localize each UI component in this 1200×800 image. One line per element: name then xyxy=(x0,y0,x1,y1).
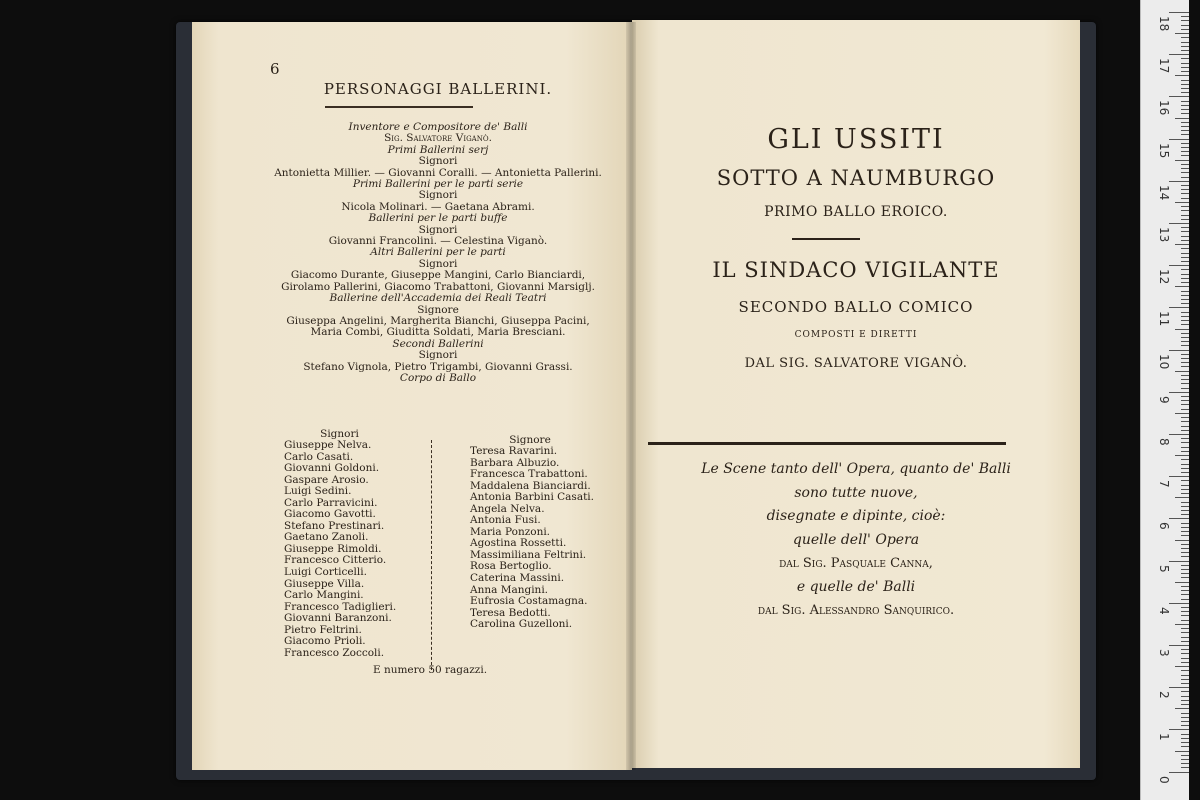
page-number: 6 xyxy=(270,60,280,78)
cast-name: Carlo Parravicini. xyxy=(284,496,378,509)
ruler-mm-tick xyxy=(1175,244,1189,245)
credit-line: Antonietta Millier. — Giovanni Coralli. — Antonietta Pallerini. xyxy=(274,166,602,179)
ruler-mm-tick xyxy=(1181,227,1189,228)
ruler-mm-tick xyxy=(1181,63,1189,64)
ruler-mm-tick xyxy=(1181,556,1189,557)
cast-name: Rosa Bertoglio. xyxy=(470,560,552,573)
cast-name: Stefano Prestinari. xyxy=(284,519,385,532)
ruler-mm-tick xyxy=(1181,324,1189,325)
ruler-mm-tick xyxy=(1181,236,1189,237)
ruler-mm-tick xyxy=(1175,202,1189,203)
ruler-mm-tick xyxy=(1181,704,1189,705)
scene-credit-line: e quelle de' Balli xyxy=(796,578,916,595)
ruler-mm-tick xyxy=(1181,253,1189,254)
ruler-label: 18 xyxy=(1157,16,1171,32)
ruler-mm-tick xyxy=(1181,312,1189,313)
section-rule xyxy=(648,442,1006,445)
credit-line: Signori xyxy=(418,257,458,270)
ruler-mm-tick xyxy=(1181,442,1189,443)
ruler-mm-tick xyxy=(1181,29,1189,30)
credit-line: Ballerine dell'Accademia dei Reali Teatri xyxy=(329,292,547,305)
ruler-mm-tick xyxy=(1181,295,1189,296)
ruler-label: 2 xyxy=(1157,691,1171,699)
footer-note: E numero 50 ragazzi. xyxy=(372,664,488,676)
ruler-mm-tick xyxy=(1181,430,1189,431)
ruler-mm-tick xyxy=(1181,383,1189,384)
ruler-mm-tick xyxy=(1181,683,1189,684)
ruler-mm-tick xyxy=(1181,763,1189,764)
cast-name: Carolina Guzelloni. xyxy=(470,618,573,631)
credit-line: Inventore e Compositore de' Balli xyxy=(348,121,528,133)
ruler-mm-tick xyxy=(1181,725,1189,726)
title-rule xyxy=(325,106,473,108)
ruler-mm-tick xyxy=(1181,417,1189,418)
ruler-mm-tick xyxy=(1181,206,1189,207)
ruler-mm-tick xyxy=(1181,193,1189,194)
ruler-mm-tick xyxy=(1181,438,1189,439)
ruler-mm-tick xyxy=(1181,278,1189,279)
ruler-cm-tick xyxy=(1169,687,1189,688)
ruler-mm-tick xyxy=(1181,717,1189,718)
ruler-mm-tick xyxy=(1181,362,1189,363)
ruler-mm-tick xyxy=(1181,16,1189,17)
ruler-mm-tick xyxy=(1181,658,1189,659)
ruler-mm-tick xyxy=(1181,510,1189,511)
ruler-mm-tick xyxy=(1181,42,1189,43)
credit-line: Signore xyxy=(417,303,459,316)
ruler-mm-tick xyxy=(1181,231,1189,232)
ruler-mm-tick xyxy=(1181,375,1189,376)
ruler-mm-tick xyxy=(1181,240,1189,241)
ruler-cm-tick xyxy=(1169,476,1189,477)
ruler-mm-tick xyxy=(1181,155,1189,156)
ruler-mm-tick xyxy=(1181,767,1189,768)
ruler-mm-tick xyxy=(1181,185,1189,186)
credit-line: Giuseppa Angelini, Margherita Bianchi, Giuseppa Pacini, xyxy=(286,314,590,327)
ruler-mm-tick xyxy=(1181,25,1189,26)
ruler-mm-tick xyxy=(1181,755,1189,756)
ruler-mm-tick xyxy=(1181,527,1189,528)
ruler-mm-tick xyxy=(1181,468,1189,469)
men-header: Signori xyxy=(320,428,359,440)
ruler-mm-tick xyxy=(1181,426,1189,427)
ruler-mm-tick xyxy=(1175,455,1189,456)
ruler-label: 11 xyxy=(1157,311,1171,327)
ruler-label: 8 xyxy=(1157,438,1171,446)
ruler-cm-tick xyxy=(1169,518,1189,519)
ruler-mm-tick xyxy=(1181,489,1189,490)
cast-name: Giuseppe Nelva. xyxy=(284,439,372,451)
ruler-mm-tick xyxy=(1181,164,1189,165)
ruler-mm-tick xyxy=(1181,130,1189,131)
credit-line: Signori xyxy=(418,223,458,236)
ruler-mm-tick xyxy=(1181,607,1189,608)
cast-name: Carlo Mangini. xyxy=(284,589,364,602)
credit-line: Stefano Vignola, Pietro Trigambi, Giovanni Grassi. xyxy=(303,360,573,373)
ruler-mm-tick xyxy=(1181,303,1189,304)
credit-line: Signori xyxy=(418,189,458,202)
cast-name: Carlo Casati. xyxy=(284,450,354,463)
column-divider xyxy=(431,440,433,670)
ruler-mm-tick xyxy=(1181,71,1189,72)
scenes-credits xyxy=(632,458,1080,623)
ruler-mm-tick xyxy=(1181,105,1189,106)
ruler-mm-tick xyxy=(1181,109,1189,110)
ruler-label: 12 xyxy=(1157,269,1171,285)
ruler-label: 3 xyxy=(1157,649,1171,657)
ruler-cm-tick xyxy=(1169,307,1189,308)
ruler-mm-tick xyxy=(1181,641,1189,642)
ruler-mm-tick xyxy=(1181,531,1189,532)
ruler-mm-tick xyxy=(1181,632,1189,633)
ruler-mm-tick xyxy=(1175,329,1189,330)
ruler-mm-tick xyxy=(1181,485,1189,486)
ballet-title-1: GLI USSITI xyxy=(767,124,945,155)
ruler-mm-tick xyxy=(1181,134,1189,135)
cast-name: Caterina Massini. xyxy=(470,572,565,585)
ruler-label: 16 xyxy=(1157,100,1171,116)
credit-line: Primi Ballerini per le parti serie xyxy=(352,178,524,191)
credit-line: Ballerini per le parti buffe xyxy=(368,212,508,225)
ruler-mm-tick xyxy=(1181,696,1189,697)
ruler-mm-tick xyxy=(1181,126,1189,127)
credit-line: Girolamo Pallerini, Giacomo Trabattoni, Giovanni Marsiglj. xyxy=(281,280,595,293)
ballet-subtitle-1: PRIMO BALLO EROICO. xyxy=(764,204,948,220)
ruler-label: 13 xyxy=(1157,227,1171,243)
ruler-mm-tick xyxy=(1181,80,1189,81)
cast-name: Gaspare Arosio. xyxy=(284,473,369,486)
ruler-mm-tick xyxy=(1181,168,1189,169)
credit-line: Maria Combi, Giuditta Soldati, Maria Bresciani. xyxy=(310,326,566,339)
ruler-mm-tick xyxy=(1181,502,1189,503)
ruler-mm-tick xyxy=(1181,480,1189,481)
ruler-mm-tick xyxy=(1181,37,1189,38)
ruler-mm-tick xyxy=(1181,269,1189,270)
ruler-mm-tick xyxy=(1181,84,1189,85)
ruler-mm-tick xyxy=(1181,628,1189,629)
ruler-mm-tick xyxy=(1181,215,1189,216)
cast-name: Francesco Tadiglieri. xyxy=(284,600,397,613)
cast-name: Teresa Ravarini. xyxy=(470,445,558,457)
ruler-mm-tick xyxy=(1181,88,1189,89)
ruler-label: 14 xyxy=(1157,184,1171,201)
ruler-mm-tick xyxy=(1181,198,1189,199)
credit-line: Signori xyxy=(418,349,458,362)
ruler-mm-tick xyxy=(1181,358,1189,359)
ruler-mm-tick xyxy=(1181,679,1189,680)
ruler-mm-tick xyxy=(1181,172,1189,173)
ruler-cm-tick xyxy=(1169,350,1189,351)
ruler-mm-tick xyxy=(1181,189,1189,190)
ruler-mm-tick xyxy=(1181,565,1189,566)
ruler-mm-tick xyxy=(1181,464,1189,465)
ruler-mm-tick xyxy=(1181,611,1189,612)
ruler-mm-tick xyxy=(1181,594,1189,595)
ruler-mm-tick xyxy=(1181,586,1189,587)
cast-name: Antonia Barbini Casati. xyxy=(470,491,594,504)
ruler-label: 6 xyxy=(1157,522,1171,531)
ruler-mm-tick xyxy=(1181,320,1189,321)
ruler-mm-tick xyxy=(1181,653,1189,654)
title-rule xyxy=(792,238,860,240)
ruler-label: 7 xyxy=(1157,480,1171,488)
ruler-label: 4 xyxy=(1157,606,1171,615)
men-list xyxy=(284,440,396,659)
author-line: DAL SIG. SALVATORE VIGANÒ. xyxy=(744,356,968,371)
ruler-mm-tick xyxy=(1181,759,1189,760)
scene-credit-line: sono tutte nuove, xyxy=(794,484,918,501)
ruler-mm-tick xyxy=(1181,345,1189,346)
ruler-mm-tick xyxy=(1175,624,1189,625)
credit-line: Nicola Molinari. — Gaetana Abrami. xyxy=(341,200,535,213)
ruler-mm-tick xyxy=(1181,257,1189,258)
ruler-mm-tick xyxy=(1181,404,1189,405)
ruler-mm-tick xyxy=(1181,341,1189,342)
ruler-mm-tick xyxy=(1181,552,1189,553)
ruler-mm-tick xyxy=(1181,548,1189,549)
ruler-mm-tick xyxy=(1181,569,1189,570)
ruler-mm-tick xyxy=(1181,447,1189,448)
credit-line: Primi Ballerini serj xyxy=(387,143,489,156)
ruler-mm-tick xyxy=(1181,274,1189,275)
ruler-mm-tick xyxy=(1181,409,1189,410)
ruler-cm-tick xyxy=(1169,96,1189,97)
ruler-label: 0 xyxy=(1157,775,1171,784)
ruler-mm-tick xyxy=(1181,316,1189,317)
cast-name: Giacomo Gavotti. xyxy=(284,508,376,521)
ruler-mm-tick xyxy=(1181,151,1189,152)
ruler-mm-tick xyxy=(1181,113,1189,114)
women-header: Signore xyxy=(509,434,551,446)
cast-name: Maddalena Bianciardi. xyxy=(470,479,591,492)
ruler-mm-tick xyxy=(1175,118,1189,119)
ruler-mm-tick xyxy=(1181,248,1189,249)
ruler-mm-tick xyxy=(1181,649,1189,650)
credit-line: Giovanni Francolini. — Celestina Viganò. xyxy=(328,235,548,248)
measuring-ruler xyxy=(1140,0,1189,800)
ruler-mm-tick xyxy=(1181,615,1189,616)
ruler-mm-tick xyxy=(1181,58,1189,59)
ruler-mm-tick xyxy=(1181,637,1189,638)
ruler-mm-tick xyxy=(1181,354,1189,355)
ballet-subtitle-2: SECONDO BALLO COMICO xyxy=(738,298,974,316)
cast-name: Gaetano Zanoli. xyxy=(284,531,369,544)
cast-name: Barbara Albuzio. xyxy=(470,456,560,469)
ruler-mm-tick xyxy=(1181,50,1189,51)
ruler-mm-tick xyxy=(1181,67,1189,68)
ruler-mm-tick xyxy=(1175,371,1189,372)
ruler-label: 10 xyxy=(1157,353,1171,369)
ruler-mm-tick xyxy=(1175,540,1189,541)
ruler-mm-tick xyxy=(1181,396,1189,397)
ruler-mm-tick xyxy=(1181,92,1189,93)
ruler-mm-tick xyxy=(1181,721,1189,722)
credit-line: Sig. Salvatore Viganò. xyxy=(384,132,492,145)
credit-line: Giacomo Durante, Giuseppe Mangini, Carlo Bianciardi, xyxy=(290,269,586,282)
ruler-mm-tick xyxy=(1175,666,1189,667)
ruler-cm-tick xyxy=(1169,772,1189,773)
ruler-mm-tick xyxy=(1181,691,1189,692)
ruler-mm-tick xyxy=(1181,122,1189,123)
ruler-mm-tick xyxy=(1175,751,1189,752)
ruler-mm-tick xyxy=(1181,700,1189,701)
ruler-cm-tick xyxy=(1169,434,1189,435)
ruler-mm-tick xyxy=(1181,472,1189,473)
ruler-label: 15 xyxy=(1157,142,1171,158)
ruler-cm-tick xyxy=(1169,729,1189,730)
ruler-cm-tick xyxy=(1169,223,1189,224)
ruler-mm-tick xyxy=(1181,143,1189,144)
ruler-mm-tick xyxy=(1181,738,1189,739)
cast-name: Giuseppe Rimoldi. xyxy=(284,542,382,555)
ruler-mm-tick xyxy=(1181,514,1189,515)
ruler-mm-tick xyxy=(1181,337,1189,338)
ruler-label: 9 xyxy=(1157,395,1171,404)
ruler-label: 5 xyxy=(1157,564,1171,573)
ruler-label: 1 xyxy=(1157,733,1171,742)
ruler-mm-tick xyxy=(1181,177,1189,178)
ruler-mm-tick xyxy=(1181,421,1189,422)
ruler-mm-tick xyxy=(1181,535,1189,536)
ruler-mm-tick xyxy=(1181,493,1189,494)
ballet-title-3: IL SINDACO VIGILANTE xyxy=(712,258,1000,282)
ruler-cm-tick xyxy=(1169,265,1189,266)
ruler-mm-tick xyxy=(1181,506,1189,507)
ruler-mm-tick xyxy=(1181,577,1189,578)
cast-name: Massimiliana Feltrini. xyxy=(470,548,587,561)
cast-name: Giovanni Goldoni. xyxy=(284,462,380,475)
ruler-cm-tick xyxy=(1169,645,1189,646)
ruler-mm-tick xyxy=(1181,746,1189,747)
composed-label: COMPOSTI E DIRETTI xyxy=(794,330,918,340)
cast-name: Giacomo Prioli. xyxy=(284,635,366,648)
cast-name: Anna Mangini. xyxy=(470,583,549,596)
ruler-mm-tick xyxy=(1181,147,1189,148)
page-title: PERSONAGGI BALLERINI. xyxy=(323,80,553,98)
ruler-mm-tick xyxy=(1181,210,1189,211)
ruler-mm-tick xyxy=(1181,451,1189,452)
cast-name: Francesco Zoccoli. xyxy=(284,646,385,659)
cast-name: Teresa Bedotti. xyxy=(470,606,551,619)
ruler-cm-tick xyxy=(1169,603,1189,604)
ruler-mm-tick xyxy=(1175,286,1189,287)
ruler-mm-tick xyxy=(1181,675,1189,676)
ruler-mm-tick xyxy=(1181,734,1189,735)
ruler-cm-tick xyxy=(1169,561,1189,562)
ruler-mm-tick xyxy=(1181,46,1189,47)
scene-credit-line: quelle dell' Opera xyxy=(792,531,920,548)
ruler-mm-tick xyxy=(1181,101,1189,102)
ruler-mm-tick xyxy=(1181,20,1189,21)
ruler-mm-tick xyxy=(1181,400,1189,401)
ruler-mm-tick xyxy=(1181,599,1189,600)
ruler-mm-tick xyxy=(1181,282,1189,283)
ruler-mm-tick xyxy=(1181,573,1189,574)
ruler-mm-tick xyxy=(1181,261,1189,262)
ruler-mm-tick xyxy=(1181,523,1189,524)
scene-credit-line: Le Scene tanto dell' Opera, quanto de' Balli xyxy=(701,461,1011,477)
credit-line: Signori xyxy=(418,155,458,168)
women-list xyxy=(470,446,594,631)
cast-name: Maria Ponzoni. xyxy=(470,525,551,538)
ruler-mm-tick xyxy=(1181,590,1189,591)
cast-name: Angela Nelva. xyxy=(470,502,545,515)
credit-line: Altri Ballerini per le parti xyxy=(370,246,506,259)
scene-credit-line: dal Sig. Alessandro Sanquirico. xyxy=(757,603,955,618)
ruler-cm-tick xyxy=(1169,181,1189,182)
ruler-mm-tick xyxy=(1175,413,1189,414)
ruler-mm-tick xyxy=(1181,219,1189,220)
ruler-cm-tick xyxy=(1169,12,1189,13)
credits-list xyxy=(258,122,618,384)
cast-name: Antonia Fusi. xyxy=(470,514,541,527)
cast-name: Eufrosia Costamagna. xyxy=(470,595,588,608)
ballet-title-2: SOTTO A NAUMBURGO xyxy=(716,166,996,190)
ruler-mm-tick xyxy=(1175,33,1189,34)
cast-name: Luigi Corticelli. xyxy=(284,566,367,579)
ruler-mm-tick xyxy=(1175,75,1189,76)
ruler-cm-tick xyxy=(1169,392,1189,393)
ruler-label: 17 xyxy=(1157,58,1171,74)
ruler-mm-tick xyxy=(1181,366,1189,367)
ruler-mm-tick xyxy=(1181,333,1189,334)
ruler-mm-tick xyxy=(1181,459,1189,460)
ruler-mm-tick xyxy=(1175,497,1189,498)
cast-name: Giovanni Baranzoni. xyxy=(284,612,392,625)
ruler-mm-tick xyxy=(1181,388,1189,389)
ruler-mm-tick xyxy=(1181,662,1189,663)
cast-name: Francesca Trabattoni. xyxy=(470,468,588,481)
credit-line: Corpo di Ballo xyxy=(399,371,477,384)
ruler-mm-tick xyxy=(1181,742,1189,743)
scene-credit-line: dal Sig. Pasquale Canna, xyxy=(779,556,933,571)
ruler-mm-tick xyxy=(1181,670,1189,671)
cast-name: Agostina Rossetti. xyxy=(470,537,567,550)
ruler-cm-tick xyxy=(1169,54,1189,55)
cast-name: Francesco Citterio. xyxy=(284,554,387,567)
ruler-mm-tick xyxy=(1175,708,1189,709)
ruler-mm-tick xyxy=(1181,713,1189,714)
ruler-mm-tick xyxy=(1181,299,1189,300)
cast-name: Giuseppe Villa. xyxy=(284,577,365,590)
cast-name: Luigi Sedini. xyxy=(284,485,352,498)
scene-credit-line: disegnate e dipinte, cioè: xyxy=(766,508,946,524)
ruler-mm-tick xyxy=(1181,291,1189,292)
cast-name: Pietro Feltrini. xyxy=(284,623,362,636)
ruler-mm-tick xyxy=(1175,582,1189,583)
ruler-mm-tick xyxy=(1181,620,1189,621)
ruler-cm-tick xyxy=(1169,139,1189,140)
credit-line: Secondi Ballerini xyxy=(392,337,484,350)
ruler-mm-tick xyxy=(1181,544,1189,545)
ruler-mm-tick xyxy=(1181,379,1189,380)
ruler-mm-tick xyxy=(1175,160,1189,161)
